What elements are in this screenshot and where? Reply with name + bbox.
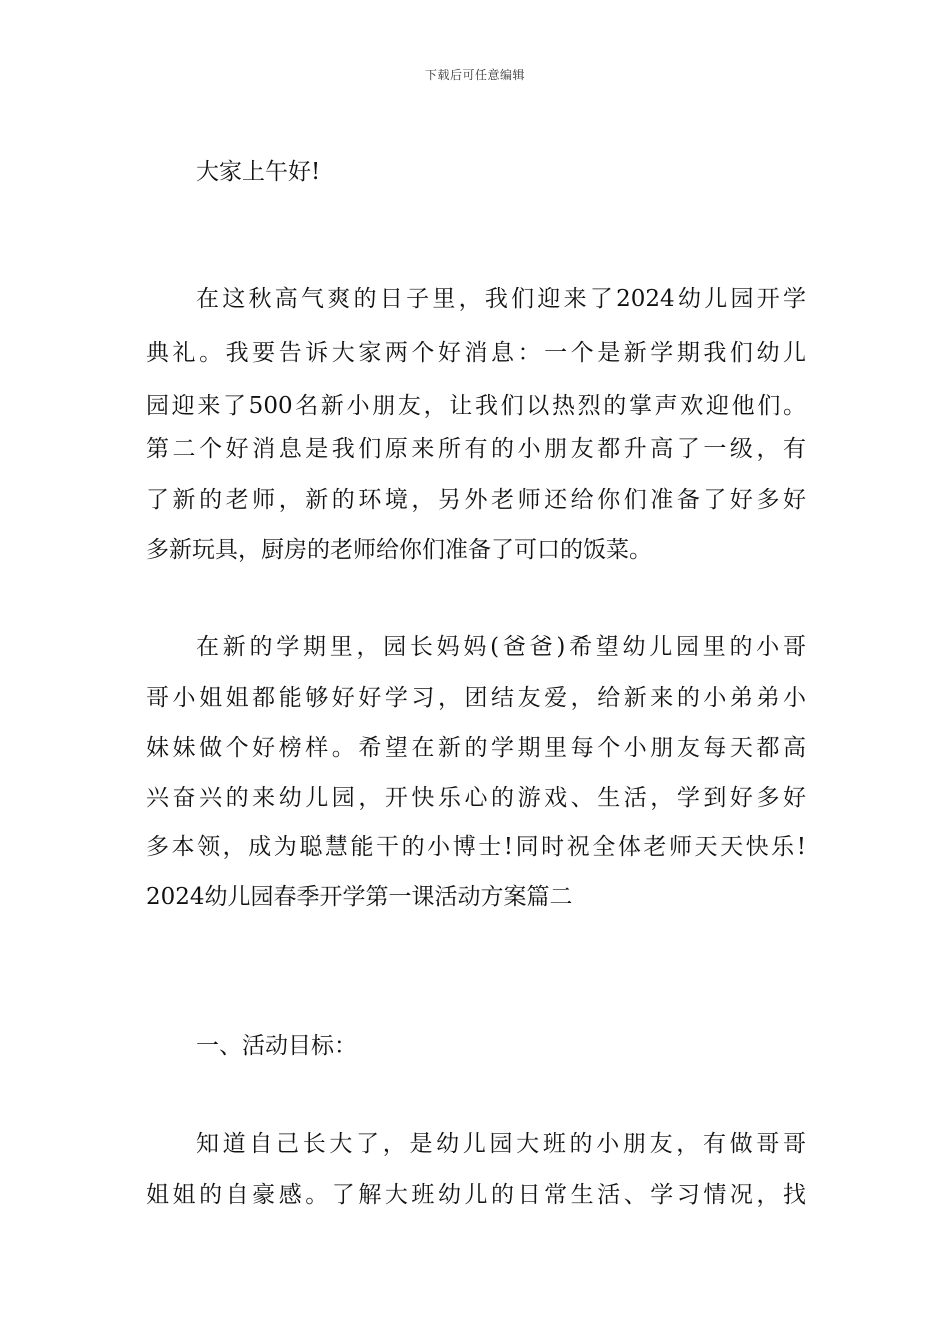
paragraph-line: 知道自己长大了，是幼儿园大班的小朋友，有做哥哥 — [196, 1131, 806, 1157]
paragraph-line: 园迎来了500名新小朋友，让我们以热烈的掌声欢迎他们。 — [146, 393, 806, 419]
paragraph-line: 在新的学期里，园长妈妈(爸爸)希望幼儿园里的小哥 — [196, 634, 806, 660]
paragraph-line: 了新的老师，新的环境，另外老师还给你们准备了好多好 — [146, 487, 806, 513]
paragraph-line: 哥小姐姐都能够好好学习，团结友爱，给新来的小弟弟小 — [146, 685, 806, 711]
paragraph-line: 姐姐的自豪感。了解大班幼儿的日常生活、学习情况，找 — [146, 1182, 806, 1208]
paragraph-line: 妹妹做个好榜样。希望在新的学期里每个小朋友每天都高 — [146, 735, 806, 761]
paragraph-line: 多新玩具，厨房的老师给你们准备了可口的饭菜。 — [146, 537, 652, 563]
paragraph-line: 第二个好消息是我们原来所有的小朋友都升高了一级，有 — [146, 436, 806, 462]
header-note: 下载后可任意编辑 — [424, 68, 525, 82]
paragraph-line: 在这秋高气爽的日子里，我们迎来了2024幼儿园开学 — [196, 286, 806, 312]
greeting: 大家上午好! — [196, 159, 321, 185]
section-heading: 一、活动目标： — [196, 1033, 357, 1059]
paragraph-line: 多本领，成为聪慧能干的小博士!同时祝全体老师天天快乐! — [146, 834, 806, 860]
paragraph-line: 兴奋兴的来幼儿园，开快乐心的游戏、生活，学到好多好 — [146, 785, 806, 811]
paragraph-line: 2024幼儿园春季开学第一课活动方案篇二 — [146, 884, 573, 910]
paragraph-line: 典礼。我要告诉大家两个好消息：一个是新学期我们幼儿 — [146, 340, 806, 366]
